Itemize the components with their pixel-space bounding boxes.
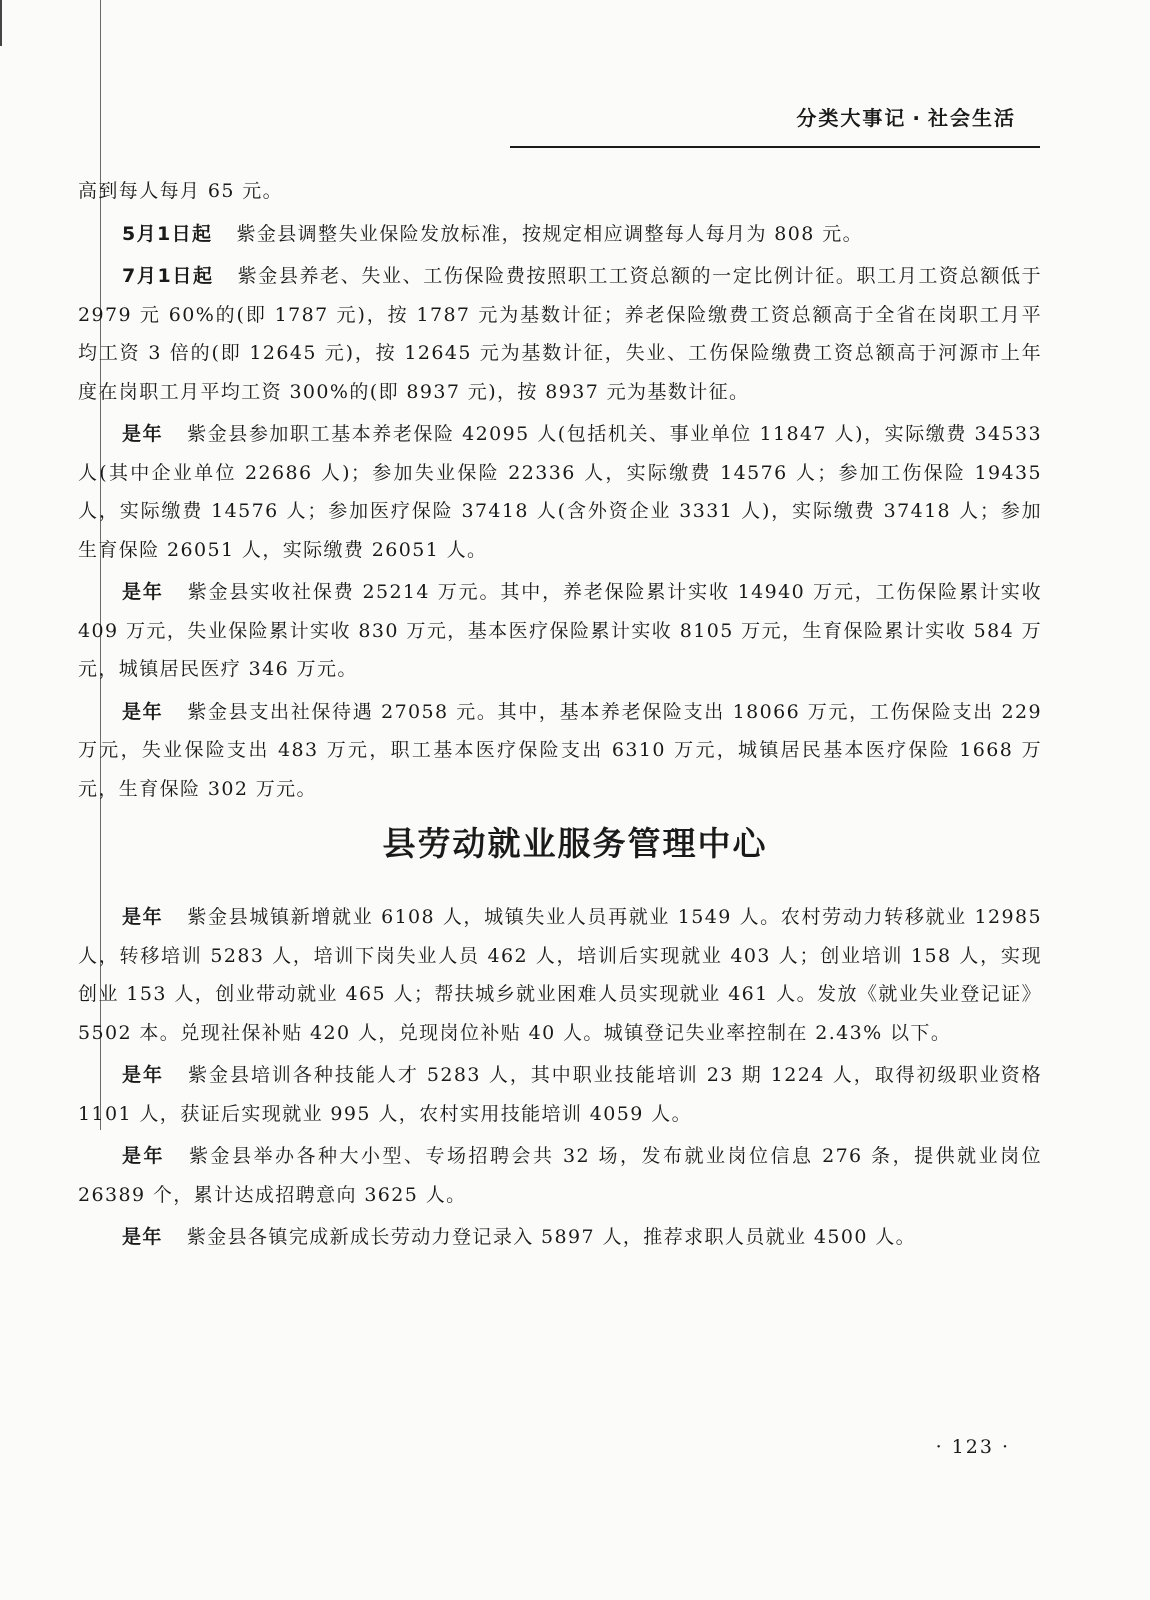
paragraph-lead: 是年	[122, 1064, 164, 1086]
paragraph-text: 紫金县城镇新增就业 6108 人，城镇失业人员再就业 1549 人。农村劳动力转移就业 12985 人，转移培训 5283 人，培训下岗失业人员 462 人，培训后实现就业 403 人；创业培训 158 人，实现创业 153 人，创业带动就业 465 人；帮扶城乡就业困难人员实现就业 461 人。发放《就业失业登记证》5502 本。兑现社保补贴 420 人，兑现岗位补贴 40 人。城镇登记失业率控制在 2.43% 以下。	[78, 906, 1042, 1044]
paragraph-text: 紫金县实收社保费 25214 万元。其中，养老保险累计实收 14940 万元，工伤保险累计实收 409 万元，失业保险累计实收 830 万元，基本医疗保险累计实收 8105 万元，生育保险累计实收 584 万元，城镇居民医疗 346 万元。	[78, 581, 1042, 680]
paragraph	[78, 172, 1042, 211]
paragraph-lead: 是年	[122, 581, 164, 603]
paragraph-lead: 是年	[122, 423, 164, 445]
header-separator: ·	[912, 106, 922, 130]
paragraph	[78, 415, 1042, 569]
header-category: 分类大事记	[796, 106, 907, 130]
paragraph-lead: 5月1日起	[122, 222, 213, 245]
paragraph-text: 紫金县支出社保待遇 27058 元。其中，基本养老保险支出 18066 万元，工伤保险支出 229 万元，失业保险支出 483 万元，职工基本医疗保险支出 6310 万元，城镇居民基本医疗保险 1668 万元，生育保险 302 万元。	[78, 700, 1042, 800]
paragraph	[78, 693, 1042, 809]
paragraph	[78, 1137, 1042, 1214]
paragraph-text: 紫金县各镇完成新成长劳动力登记录入 5897 人，推荐求职人员就业 4500 人。	[186, 1226, 917, 1248]
paragraph-text: 紫金县调整失业保险发放标准，按规定相应调整每人每月为 808 元。	[236, 222, 863, 245]
section-1-body	[78, 172, 1042, 808]
paragraph-text: 紫金县参加职工基本养老保险 42095 人(包括机关、事业单位 11847 人)，实际缴费 34533 人(其中企业单位 22686 人)；参加失业保险 22336 人，实际缴费 14576 人；参加工伤保险 19435 人，实际缴费 14576 人；参加医疗保险 37418 人(含外资企业 3331 人)，实际缴费 37418 人；参加生育保险 26051 人，实际缴费 26051 人。	[78, 423, 1042, 561]
running-header	[796, 102, 1016, 131]
paragraph-text: 高到每人每月 65 元。	[78, 180, 284, 202]
paragraph-text: 紫金县养老、失业、工伤保险费按照职工工资总额的一定比例计征。职工月工资总额低于 2979 元 60%的(即 1787 元)，按 1787 元为基数计征；养老保险缴费工资总额高于全省在岗职工月平均工资 3 倍的(即 12645 元)，按 12645 元为基数计征，失业、工伤保险缴费工资总额高于河源市上年度在岗职工月平均工资 300%的(即 8937 元)，按 8937 元为基数计征。	[78, 265, 1042, 403]
paragraph-lead: 是年	[122, 700, 164, 723]
paragraph	[78, 1218, 1042, 1257]
paragraph	[78, 898, 1042, 1052]
paragraph	[78, 573, 1042, 689]
page-number: · 123 ·	[935, 1436, 1010, 1458]
paragraph	[78, 215, 1042, 254]
paragraph-lead: 7月1日起	[122, 265, 214, 287]
paragraph	[78, 257, 1042, 411]
paragraph-lead: 是年	[122, 1145, 165, 1167]
paragraph	[78, 1056, 1042, 1133]
paragraph-lead: 是年	[122, 906, 164, 928]
scan-corner-mark	[0, 0, 6, 46]
paragraph-text: 紫金县培训各种技能人才 5283 人，其中职业技能培训 23 期 1224 人，取得初级职业资格 1101 人，获证后实现就业 995 人，农村实用技能培训 4059 人。	[78, 1064, 1042, 1125]
header-subcategory: 社会生活	[928, 106, 1016, 130]
header-rule	[510, 146, 1040, 148]
paragraph-text: 紫金县举办各种大小型、专场招聘会共 32 场，发布就业岗位信息 276 条，提供就业岗位 26389 个，累计达成招聘意向 3625 人。	[78, 1145, 1042, 1206]
paragraph-lead: 是年	[122, 1226, 163, 1248]
section-title: 县劳动就业服务管理中心	[382, 824, 768, 863]
section-2-body	[78, 898, 1042, 1257]
